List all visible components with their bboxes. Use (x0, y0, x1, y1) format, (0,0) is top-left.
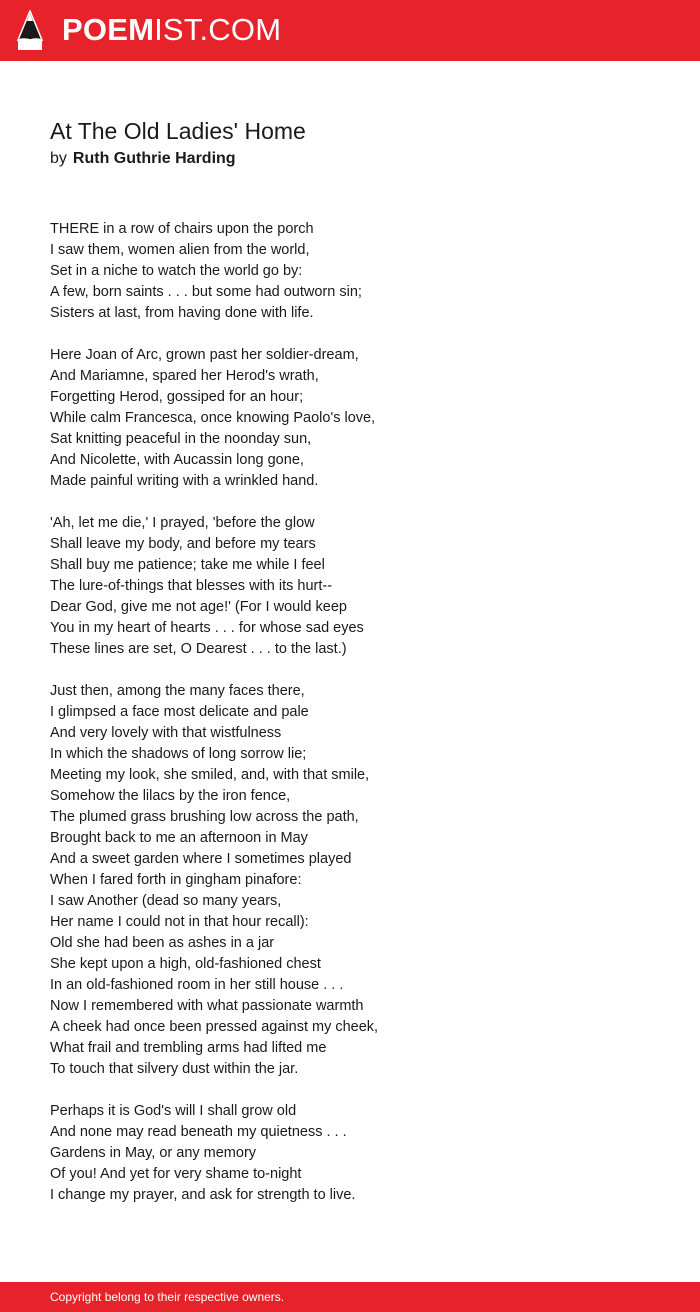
poem-line: I change my prayer, and ask for strength to live. (50, 1187, 356, 1203)
poem-line: Of you! And yet for very shame to-night (50, 1166, 302, 1182)
poem-line: Shall buy me patience; take me while I feel (50, 557, 325, 573)
site-logo[interactable] (62, 13, 281, 47)
poem-line: In an old-fashioned room in her still house . . . (50, 977, 344, 993)
logo-bold-text: POEM (62, 12, 155, 47)
poem-line: Here Joan of Arc, grown past her soldier-dream, (50, 347, 359, 363)
poem-line: Brought back to me an afternoon in May (50, 830, 308, 846)
poem-stanza (50, 681, 650, 1080)
poem-line: I glimpsed a face most delicate and pale (50, 704, 309, 720)
poem-line: Sisters at last, from having done with life. (50, 305, 314, 321)
poem-stanza (50, 219, 650, 324)
pencil-tip-icon[interactable] (16, 10, 44, 52)
poem-stanza (50, 1101, 650, 1206)
poem-line: When I fared forth in gingham pinafore: (50, 872, 302, 888)
poem-line: You in my heart of hearts . . . for whose sad eyes (50, 620, 364, 636)
poem-line: I saw Another (dead so many years, (50, 893, 282, 909)
poem-line: 'Ah, let me die,' I prayed, 'before the glow (50, 515, 315, 531)
poem-line: She kept upon a high, old-fashioned chest (50, 956, 321, 972)
logo-light-text: IST.COM (154, 12, 282, 47)
poem-line: A few, born saints . . . but some had outworn sin; (50, 284, 362, 300)
poem-line: Dear God, give me not age!' (For I would keep (50, 599, 347, 615)
poem-line: The lure-of-things that blesses with its hurt-- (50, 578, 333, 594)
copyright-text: Copyright belong to their respective owners. (50, 1290, 285, 1304)
poem-line: Forgetting Herod, gossiped for an hour; (50, 389, 304, 405)
poem-line: A cheek had once been pressed against my cheek, (50, 1019, 379, 1035)
poem-line: In which the shadows of long sorrow lie; (50, 746, 307, 762)
poem-line: While calm Francesca, once knowing Paolo's love, (50, 410, 376, 426)
poem-title: At The Old Ladies' Home (50, 118, 306, 144)
byline (50, 149, 236, 169)
poem-body (50, 219, 650, 1227)
by-label: by (50, 150, 67, 167)
poem-line: Perhaps it is God's will I shall grow old (50, 1103, 297, 1119)
author-name: Ruth Guthrie Harding (72, 150, 236, 167)
poem-stanza (50, 345, 650, 492)
poem-stanza (50, 513, 650, 660)
poem-line: To touch that silvery dust within the jar. (50, 1061, 299, 1077)
poem-line: Gardens in May, or any memory (50, 1145, 257, 1161)
poem-line: Made painful writing with a wrinkled hand. (50, 473, 319, 489)
poem-line: And very lovely with that wistfulness (50, 725, 282, 741)
poem-line: Old she had been as ashes in a jar (50, 935, 275, 951)
poem-line: Her name I could not in that hour recall): (50, 914, 309, 930)
poem-line: THERE in a row of chairs upon the porch (50, 221, 314, 237)
poem-line: Shall leave my body, and before my tears (50, 536, 316, 552)
site-footer (0, 1282, 700, 1312)
poem-line: The plumed grass brushing low across the path, (50, 809, 359, 825)
poem-line: And none may read beneath my quietness . . . (50, 1124, 347, 1140)
poem-line: And Mariamne, spared her Herod's wrath, (50, 368, 319, 384)
poem-line: Meeting my look, she smiled, and, with that smile, (50, 767, 370, 783)
poem-line: Sat knitting peaceful in the noonday sun, (50, 431, 312, 447)
site-header (0, 0, 700, 61)
poem-line: And a sweet garden where I sometimes played (50, 851, 352, 867)
poem-line: What frail and trembling arms had lifted me (50, 1040, 327, 1056)
poem-line: Now I remembered with what passionate warmth (50, 998, 364, 1014)
poem-line: Set in a niche to watch the world go by: (50, 263, 303, 279)
poem-line: I saw them, women alien from the world, (50, 242, 310, 258)
poem-line: Just then, among the many faces there, (50, 683, 305, 699)
poem-line: And Nicolette, with Aucassin long gone, (50, 452, 304, 468)
poem-line: These lines are set, O Dearest . . . to the last.) (50, 641, 347, 657)
poem-line: Somehow the lilacs by the iron fence, (50, 788, 291, 804)
